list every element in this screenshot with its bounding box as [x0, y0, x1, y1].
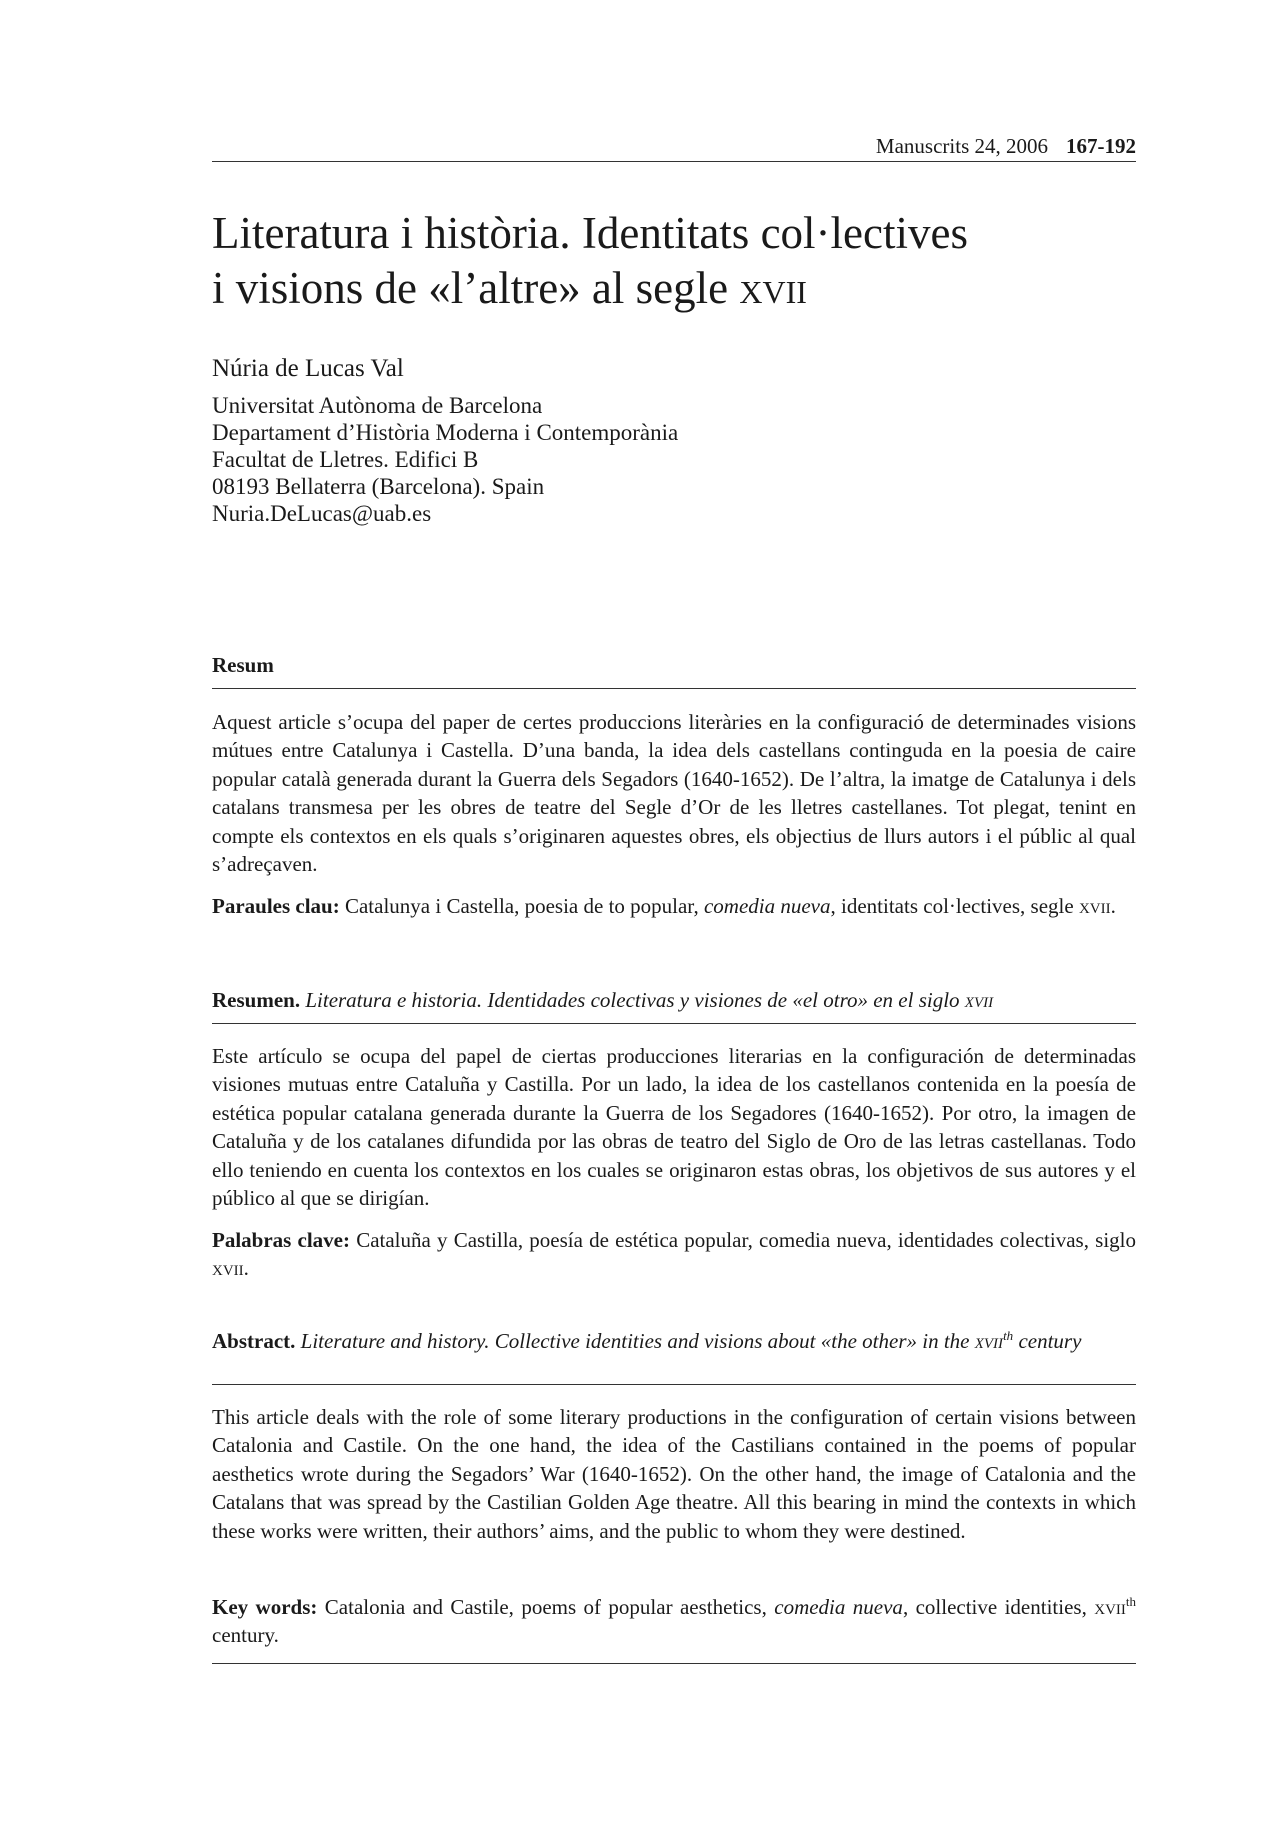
title-century: xvii: [739, 263, 807, 313]
abstract-body: This article deals with the role of some literary productions in the configuration of certain visions between Catalonia and Castile. On the one hand, the idea of the Castilians contained in the poems of popular aesthetics wrote during the Segadors’ War (1640-1652). On the other hand, the image of Catalonia and the Catalans that was spread by the Castilian Golden Age theatre. All this bearing in mind the contexts in which these works were written, their authors’ aims, and the public to whom they were destined.: [212, 1405, 1136, 1543]
resum-rule: [212, 688, 1136, 689]
resumen-keywords: Palabras clave: Cataluña y Castilla, poesía de estética popular, comedia nueva, identidades colectivas, siglo xvii.: [212, 1228, 1136, 1281]
affiliation-faculty: Facultat de Lletres. Edifici B: [212, 447, 479, 472]
affiliation-address: 08193 Bellaterra (Barcelona). Spain: [212, 474, 545, 499]
article-title: [212, 206, 968, 316]
header-rule: [212, 161, 1136, 162]
abstract-keywords: Key words: Catalonia and Castile, poems of popular aesthetics, comedia nueva, collective identities, xvii$^{th}$ century.: [212, 1594, 1137, 1648]
author-name: Núria de Lucas Val: [212, 355, 404, 382]
affiliation-university: Universitat Autònoma de Barcelona: [212, 393, 543, 418]
bottom-rule: [212, 1663, 1136, 1664]
abstract-rule: [212, 1384, 1136, 1385]
title-line-2: i visions de «l’altre» al segle xvii: [212, 263, 807, 313]
resum-keywords: Paraules clau: Catalunya i Castella, poesia de to popular, comedia nueva, identitats col·lectives, segle xvii.: [212, 894, 1116, 918]
author-affiliation: [212, 392, 678, 527]
resumen-heading: Resumen. Literatura e historia. Identidades colectivas y visiones de «el otro» en el siglo xvii: [212, 988, 994, 1012]
resumen-rule: [212, 1023, 1136, 1024]
running-head: [876, 134, 1136, 159]
page-range: 167-192: [1066, 134, 1136, 158]
author-email[interactable]: Nuria.DeLucas@uab.es: [212, 501, 432, 526]
resum-body: Aquest article s’ocupa del paper de certes produccions literàries en la configuració de determinades visions mútues entre Catalunya i Castella. D’una banda, la idea dels castellans continguda en la poesia de caire popular català generada durant la Guerra dels Segadors (1640-1652). De l’altra, la imatge de Catalunya i dels catalans transmesa per les obres de teatre del Segle d’Or de les lletres castellanes. Tot plegat, tenint en compte els contextos en els quals s’originaren aquestes obres, els objectius de llurs autors i el públic al qual s’adreçaven.: [212, 710, 1136, 877]
resum-heading: Resum: [212, 653, 274, 677]
journal-citation: Manuscrits 24, 2006: [875, 134, 1048, 158]
affiliation-department: Departament d’Història Moderna i Contemporània: [212, 420, 679, 445]
title-line-1: Literatura i història. Identitats col·lectives: [212, 208, 968, 258]
resumen-body: Este artículo se ocupa del papel de ciertas producciones literarias en la configuración de determinadas visiones mutuas entre Cataluña y Castilla. Por un lado, la idea de los castellanos contenida en la poesía de estética popular catalana generada durante la Guerra de los Segadores (1640-1652). Por otro, la imagen de Cataluña y de los catalanes difundida por las obras de teatro del Siglo de Oro de las letras castellanas. Todo ello teniendo en cuenta los contextos en los cuales se originaron estas obras, los objetivos de sus autores y el público al que se dirigían.: [212, 1044, 1136, 1211]
abstract-heading: Abstract. Literature and history. Collective identities and visions about «the other» in the xvii$^{th}$ century: [212, 1328, 1082, 1353]
